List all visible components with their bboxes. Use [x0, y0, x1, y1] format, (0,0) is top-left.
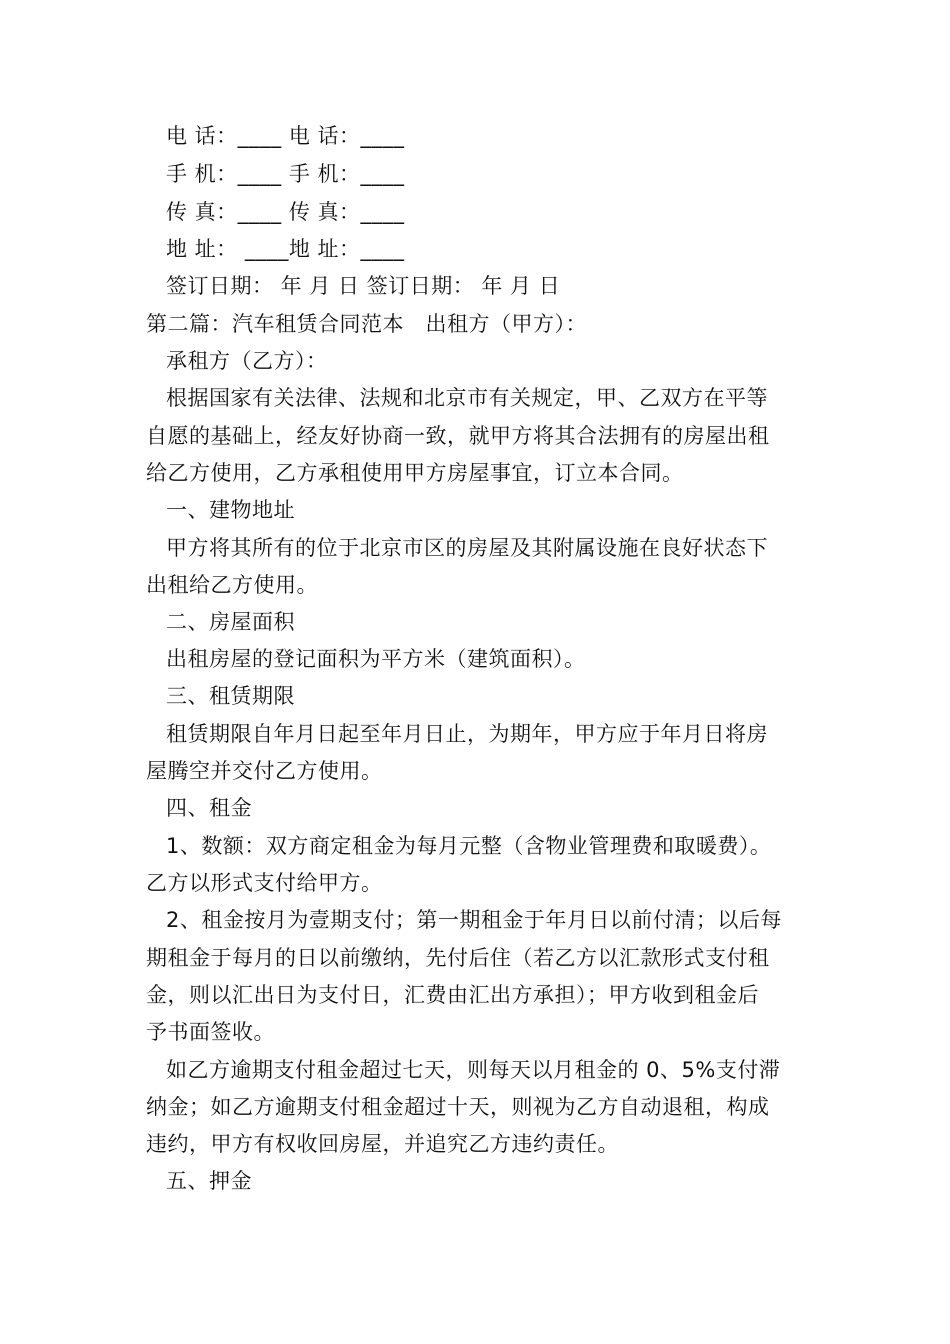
paragraph-line: 甲方将其所有的位于北京市区的房屋及其附属设施在良好状态下 [166, 536, 768, 560]
section-title: 第二篇：汽车租赁合同范本 出租方（甲方）： [146, 312, 587, 336]
clause-heading: 三、租赁期限 [166, 684, 295, 708]
contact-phone-line: 电 话：____ 电 话：____ [166, 124, 405, 148]
paragraph-line: 给乙方使用，乙方承租使用甲方房屋事宜，订立本合同。 [146, 461, 684, 485]
clause-heading: 五、押金 [166, 1169, 252, 1193]
paragraph-line: 出租房屋的登记面积为平方米（建筑面积）。 [166, 647, 586, 671]
clause-heading: 一、建物地址 [166, 498, 295, 522]
paragraph-line: 如乙方逾期支付租金超过七天，则每天以月租金的 0、5%支付滞 [166, 1058, 781, 1082]
paragraph-line: 2、租金按月为壹期支付；第一期租金于年月日以前付清；以后每 [166, 908, 782, 932]
paragraph-line: 屋腾空并交付乙方使用。 [146, 759, 383, 783]
paragraph-line: 违约，甲方有权收回房屋，并追究乙方违约责任。 [146, 1132, 619, 1156]
paragraph-line: 根据国家有关法律、法规和北京市有关规定，甲、乙双方在平等 [166, 386, 768, 410]
signing-date-line: 签订日期： 年 月 日 签订日期： 年 月 日 [166, 274, 561, 298]
paragraph-line: 租赁期限自年月日起至年月日止，为期年，甲方应于年月日将房 [166, 722, 768, 746]
clause-heading: 四、租金 [166, 796, 252, 820]
paragraph-line: 出租给乙方使用。 [146, 573, 318, 597]
paragraph-line: 予书面签收。 [146, 1020, 275, 1044]
paragraph-line: 期租金于每月的日以前缴纳，先付后住（若乙方以汇款形式支付租 [146, 946, 770, 970]
paragraph-line: 自愿的基础上，经友好协商一致，就甲方将其合法拥有的房屋出租 [146, 424, 770, 448]
paragraph-line: 金，则以汇出日为支付日，汇费由汇出方承担）；甲方收到租金后 [146, 983, 759, 1007]
contact-mobile-line: 手 机：____ 手 机：____ [166, 162, 405, 186]
contact-fax-line: 传 真：____ 传 真：____ [166, 200, 405, 224]
paragraph-line: 乙方以形式支付给甲方。 [146, 871, 383, 895]
contact-address-line: 地 址： ____地 址：____ [166, 237, 405, 261]
paragraph-line: 1、数额：双方商定租金为每月元整（含物业管理费和取暖费）。 [166, 834, 772, 858]
clause-heading: 二、房屋面积 [166, 610, 295, 634]
paragraph-line: 纳金；如乙方逾期支付租金超过十天，则视为乙方自动退租，构成 [146, 1095, 770, 1119]
lessee-line: 承租方（乙方）： [166, 349, 328, 373]
